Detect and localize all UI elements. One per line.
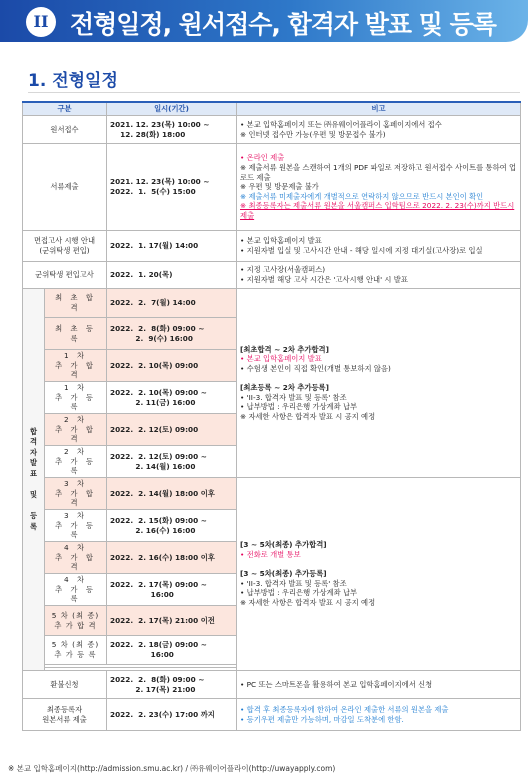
row-date: 2022. 2. 15(화) 09:00 ~ 2. 16(수) 16:00 bbox=[107, 510, 237, 542]
row-notes bbox=[237, 144, 521, 231]
note-line: [3 ~ 5차(최종) 추가합격] bbox=[240, 540, 327, 550]
note-line: • 지원자별 입실 및 고사시간 안내 - 해당 일시에 지정 대기실(고사장)로 입실 bbox=[240, 246, 483, 255]
row-date: 2022. 2. 23(수) 17:00 까지 bbox=[107, 699, 237, 731]
section-banner bbox=[0, 0, 528, 42]
row-notes bbox=[237, 231, 521, 262]
row-label: 면접고사 시행 안내 (군위탁생 편입) bbox=[23, 231, 107, 262]
note-line: • 'II-3. 합격자 발표 및 등록' 참조 bbox=[240, 392, 347, 402]
row-label: 1 차 추 가 합 격 bbox=[45, 350, 107, 382]
section-divider bbox=[28, 92, 520, 93]
note-line: • 본교 입학홈페이지 발표 bbox=[240, 354, 322, 364]
row-notes bbox=[237, 671, 521, 699]
note-line: • PC 또는 스마트폰을 활용하여 본교 입학홈페이지에서 신청 bbox=[240, 679, 433, 689]
note-line: • 합격 후 최종등록자에 한하여 온라인 제출한 서류의 원본을 제출 bbox=[240, 704, 449, 714]
note-line: • 전화로 개별 통보 bbox=[240, 549, 301, 559]
note-line: • 납부방법 : 우리은행 가상계좌 납부 bbox=[240, 402, 358, 412]
note-line: [최초등록 ~ 2차 추가등록] bbox=[240, 383, 329, 392]
note-line: ※ 제출서류 미제출자에게 개별적으로 연락하지 않으므로 반드시 본인이 확인 bbox=[240, 191, 484, 201]
note-line: • 온라인 제출 bbox=[240, 153, 285, 163]
table-row bbox=[23, 699, 521, 731]
note-line: ※ 우편 및 방문제출 불가 bbox=[240, 182, 319, 192]
note-line: • 등기우편 제출만 가능하며, 마감일 도착분에 한함. bbox=[240, 714, 404, 724]
note-line: • 'II-3. 합격자 발표 및 등록' 참조 bbox=[240, 578, 347, 588]
row-date: 2022. 2. 7(월) 14:00 bbox=[107, 289, 237, 318]
header-category: 구분 bbox=[23, 102, 107, 116]
table-row bbox=[23, 231, 521, 262]
row-date: 2022. 2. 18(금) 09:00 ~ 16:00 bbox=[107, 636, 237, 665]
row-notes bbox=[237, 699, 521, 731]
row-date: 2022. 2. 16(수) 18:00 이후 bbox=[107, 542, 237, 574]
table-row bbox=[23, 262, 521, 289]
note-line: • 지원자별 해당 고사 시간은 '고사시행 안내' 시 발표 bbox=[240, 275, 408, 284]
table-row bbox=[23, 144, 521, 231]
row-date: 2022. 2. 8(화) 09:00 ~ 2. 9(수) 16:00 bbox=[107, 318, 237, 350]
row-notes bbox=[237, 262, 521, 289]
row-date: 2022. 2. 10(목) 09:00 bbox=[107, 350, 237, 382]
row-label: 서류제출 bbox=[23, 144, 107, 231]
row-label: 군위탁생 편입고사 bbox=[23, 262, 107, 289]
row-date: 2021. 12. 23(목) 10:00 ~ 2022. 1. 5(수) 15:00 bbox=[107, 144, 237, 231]
note-line: [3 ~ 5차(최종) 추가등록] bbox=[240, 569, 327, 579]
row-label: 5 차 (최 종) 추 가 합 격 bbox=[45, 606, 107, 636]
row-label: 4 차 추 가 등 록 bbox=[45, 574, 107, 606]
row-date: 2022. 2. 10(목) 09:00 ~ 2. 11(금) 16:00 bbox=[107, 382, 237, 414]
group-notes-2 bbox=[237, 478, 521, 671]
note-line: • 납부방법 : 우리은행 가상계좌 납부 bbox=[240, 588, 358, 598]
row-date: 2021. 12. 23(목) 10:00 ~ 12. 28(화) 18:00 bbox=[107, 116, 237, 144]
row-date: 2022. 1. 20(목) bbox=[107, 262, 237, 289]
row-date: 2022. 2. 8(화) 09:00 ~ 2. 17(목) 21:00 bbox=[107, 671, 237, 699]
table-row bbox=[23, 671, 521, 699]
schedule-table bbox=[22, 101, 521, 731]
note-line: ※ 자세한 사항은 합격자 발표 시 공지 예정 bbox=[240, 411, 376, 421]
table-row bbox=[23, 478, 521, 510]
table-row bbox=[23, 289, 521, 318]
section-title: 1. 전형일정 bbox=[28, 71, 118, 91]
note-line: ※ 인터넷 접수만 가능(우편 및 방문접수 불가) bbox=[240, 129, 386, 139]
row-label: 4 차 추 가 합 격 bbox=[45, 542, 107, 574]
row-label: 2 차 추 가 등 록 bbox=[45, 446, 107, 478]
row-label: 5 차 (최 종) 추 가 등 록 bbox=[45, 636, 107, 665]
row-date: 2022. 2. 17(목) 21:00 이전 bbox=[107, 606, 237, 636]
note-line: ※ 제출서류 원본을 스캔하여 1개의 PDF 파일로 저장하고 원서접수 사이트를 통하여 업로드 제출 bbox=[240, 162, 517, 182]
header-datetime: 일시(기간) bbox=[107, 102, 237, 116]
banner-title: 전형일정, 원서접수, 합격자 발표 및 등록 bbox=[70, 10, 496, 39]
row-date: 2022. 1. 17(월) 14:00 bbox=[107, 231, 237, 262]
row-label: 1 차 추 가 등 록 bbox=[45, 382, 107, 414]
row-label: 2 차 추 가 합 격 bbox=[45, 414, 107, 446]
footer-note: ※ 본교 입학홈페이지(http://admission.smu.ac.kr) / ㈜유웨이어플라이(http://uwayapply.com) bbox=[8, 764, 336, 773]
roman-numeral-badge: II bbox=[26, 7, 56, 37]
row-date: 2022. 2. 17(목) 09:00 ~ 16:00 bbox=[107, 574, 237, 606]
note-line: ※ 최종등록자는 제출서류 원본을 서울캠퍼스 입학팀으로 2022. 2. 23(수)까지 반드시 제출 bbox=[240, 201, 515, 221]
note-line: • 본교 입학홈페이지 또는 ㈜유웨이어플라이 홈페이지에서 접수 bbox=[240, 119, 442, 129]
row-label: 최 초 등 록 bbox=[45, 318, 107, 350]
group-side-label: 합 격 자 발 표 및 등 록 bbox=[23, 289, 45, 671]
note-line: • 본교 입학홈페이지 발표 bbox=[240, 236, 322, 246]
note-line: • 수험생 본인이 직접 확인(개별 통보하지 않음) bbox=[240, 363, 391, 373]
row-label: 3 차 추 가 합 격 bbox=[45, 478, 107, 510]
note-line: [최초합격 ~ 2차 추가합격] bbox=[240, 344, 329, 354]
note-line: ※ 자세한 사항은 합격자 발표 시 공지 예정 bbox=[240, 598, 376, 608]
table-row bbox=[23, 116, 521, 144]
row-label: 최종등록자 원본서류 제출 bbox=[23, 699, 107, 731]
row-date: 2022. 2. 12(토) 09:00 bbox=[107, 414, 237, 446]
row-label: 최 초 합 격 bbox=[45, 289, 107, 318]
table-header-row bbox=[23, 102, 521, 116]
group-notes-1 bbox=[237, 289, 521, 478]
row-label: 3 차 추 가 등 록 bbox=[45, 510, 107, 542]
header-remarks: 비고 bbox=[237, 102, 521, 116]
row-date: 2022. 2. 12(토) 09:00 ~ 2. 14(월) 16:00 bbox=[107, 446, 237, 478]
row-label: 환불신청 bbox=[23, 671, 107, 699]
row-notes bbox=[237, 116, 521, 144]
note-line: • 지정 고사장(서울캠퍼스) bbox=[240, 265, 326, 275]
row-date: 2022. 2. 14(월) 18:00 이후 bbox=[107, 478, 237, 510]
row-label: 원서접수 bbox=[23, 116, 107, 144]
